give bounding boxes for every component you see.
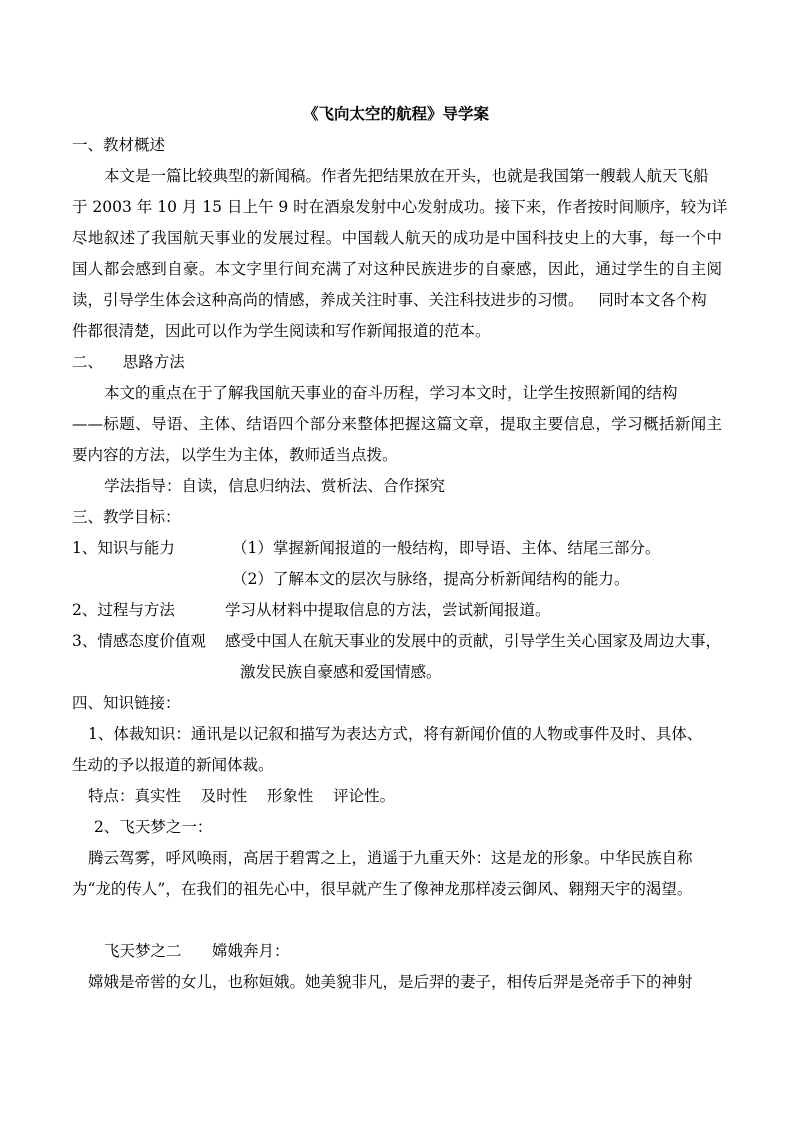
paragraph-line: 腾云驾雾，呼风唤雨，高居于碧霄之上，逍遥于九重天外：这是龙的形象。中华民族自称 (88, 849, 693, 867)
goal-label: 2、过程与方法 (72, 601, 175, 619)
features-line: 特点：真实性 及时性 形象性 评论性。 (88, 787, 396, 805)
document-title: 《飞向太空的航程》导学案 (303, 104, 490, 123)
paragraph-line: 本文是一篇比较典型的新闻稿。作者先把结果放在开头，也就是我国第一艘载人航天飞船 (104, 167, 709, 185)
subsection-heading: 飞天梦之二 (104, 942, 182, 960)
paragraph-line: 读，引导学生体会这种高尚的情感，养成关注时事、关注科技进步的习惯。 同时本文各个构 (72, 291, 707, 309)
paragraph-line: 于 2003 年 10 月 15 日上午 9 时在酒泉发射中心发射成功。接下来，作者按时间顺序，较为详 (72, 198, 728, 216)
section-heading: 一、教材概述 (72, 136, 166, 154)
goal-text: 激发民族自豪感和爱国情感。 (240, 663, 442, 681)
subsection-title: 嫦娥奔月： (212, 942, 290, 960)
goal-text: （1）掌握新闻报道的一般结构，即导语、主体、结尾三部分。 (232, 539, 661, 557)
paragraph-line: 为“龙的传人”，在我们的祖先心中，很早就产生了像神龙那样凌云御风、翱翔天宇的渴望。 (72, 880, 693, 898)
goal-text: 学习从材料中提取信息的方法，尝试新闻报道。 (225, 601, 551, 619)
subsection-heading: 2、飞天梦之一： (94, 818, 213, 836)
goal-label: 3、情感态度价值观 (72, 632, 206, 650)
paragraph-line: 件都很清楚，因此可以作为学生阅读和写作新闻报道的范本。 (72, 322, 491, 340)
section-heading: 三、教学目标： (72, 508, 181, 526)
paragraph-line: 本文的重点在于了解我国航天事业的奋斗历程，学习本文时，让学生按照新闻的结构 (104, 384, 678, 402)
paragraph-line: 尽地叙述了我国航天事业的发展过程。中国载人航天的成功是中国科技史上的大事，每一个中 (72, 229, 722, 247)
goal-label: 1、知识与能力 (72, 539, 175, 557)
paragraph-line: 国人都会感到自豪。本文字里行间充满了对这种民族进步的自豪感，因此，通过学生的自主阅 (72, 260, 722, 278)
paragraph-line: 1、体裁知识：通讯是以记叙和描写为表达方式，将有新闻价值的人物或事件及时、具体、 (88, 725, 703, 743)
paragraph-line: 嫦娥是帝喾的女儿，也称姮娥。她美貌非凡，是后羿的妻子，相传后羿是尧帝手下的神射 (88, 973, 693, 991)
section-heading: 二、 思路方法 (72, 353, 185, 371)
section-heading: 四、知识链接： (72, 694, 181, 712)
goal-text: 感受中国人在航天事业的发展中的贡献，引导学生关心国家及周边大事， (225, 632, 722, 650)
goal-text: （2）了解本文的层次与脉络，提高分析新闻结构的能力。 (232, 570, 630, 588)
paragraph-line: ——标题、导语、主体、结语四个部分来整体把握这篇文章，提取主要信息，学习概括新闻主 (72, 415, 722, 433)
study-guide-line: 学法指导：自读，信息归纳法、赏析法、合作探究 (104, 477, 446, 495)
paragraph-line: 生动的予以报道的新闻体裁。 (72, 756, 274, 774)
paragraph-line: 要内容的方法，以学生为主体，教师适当点拨。 (72, 446, 398, 464)
